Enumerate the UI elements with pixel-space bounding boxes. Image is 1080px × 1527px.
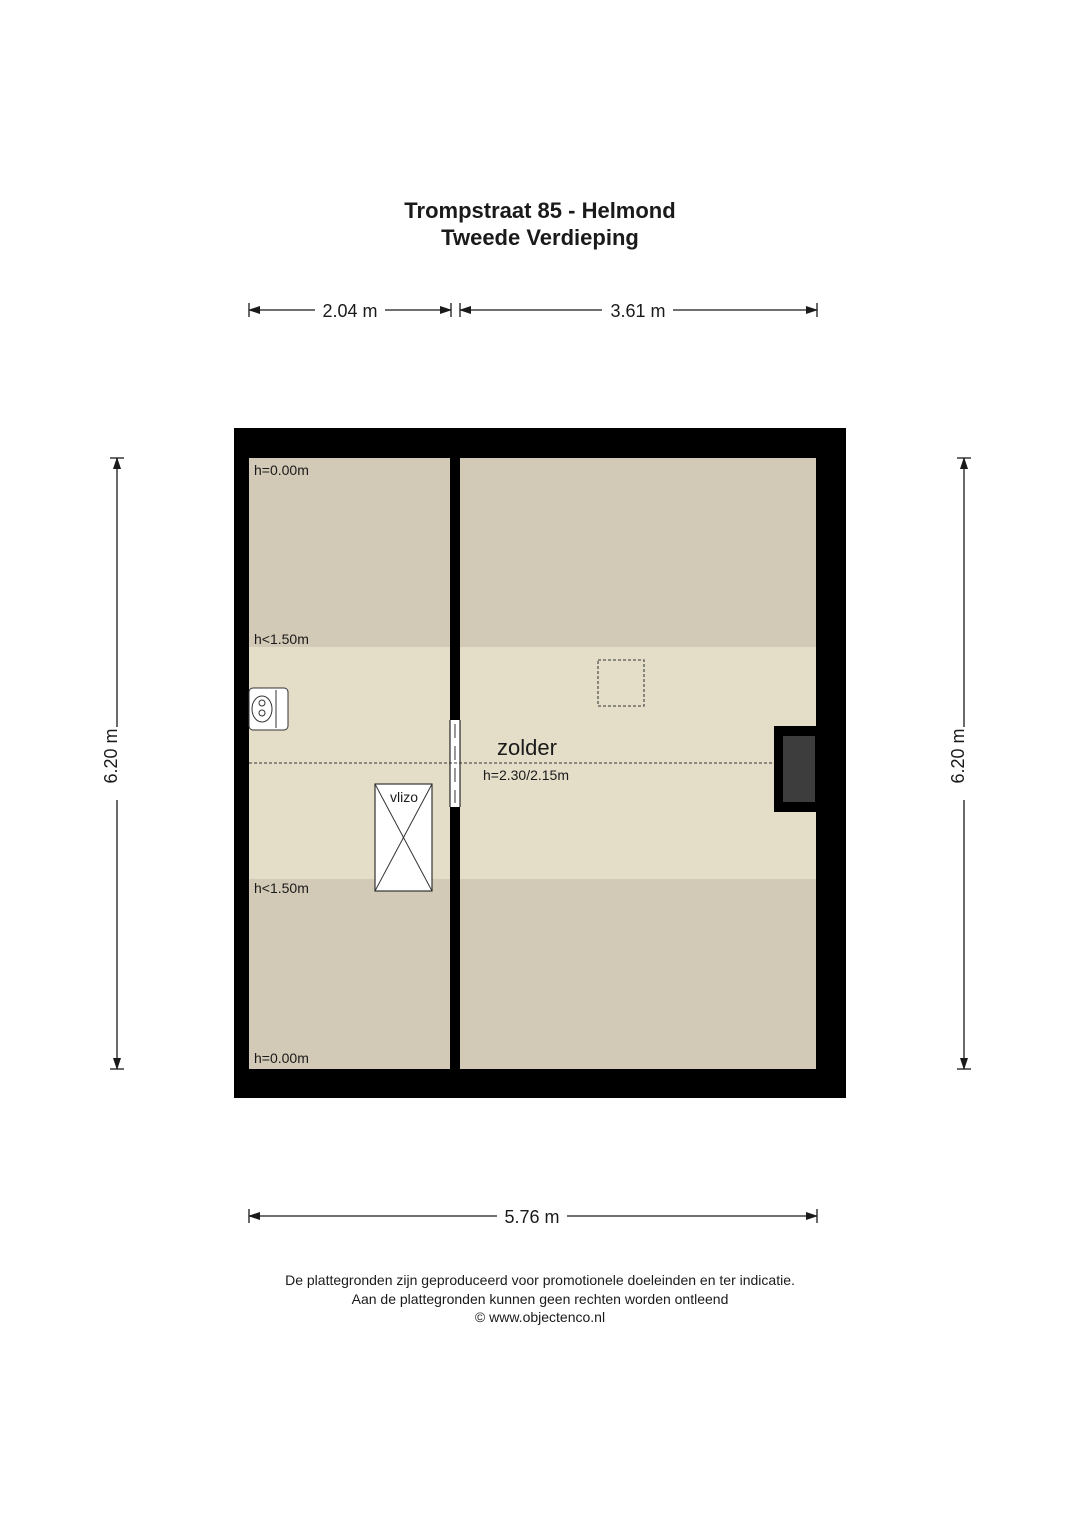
room-height: h=2.30/2.15m <box>483 767 570 783</box>
dimension-top-right <box>460 301 817 321</box>
toilet-icon <box>249 688 288 730</box>
floor-low-bottom-left <box>249 879 450 1069</box>
plan-title: Trompstraat 85 - Helmond <box>404 198 676 223</box>
room-name: zolder <box>497 735 557 760</box>
height-label-bottom: h=0.00m <box>254 1050 309 1066</box>
disclaimer-line-2: Aan de plattegronden kunnen geen rechten worden ontleend <box>351 1291 729 1307</box>
dimension-label: 5.76 m <box>504 1207 560 1227</box>
dimension-label: 3.61 m <box>610 301 666 321</box>
disclaimer-line-1: De plattegronden zijn geproduceerd voor promotionele doeleinden en ter indicatie. <box>285 1272 795 1288</box>
dimension-label: 6.20 m <box>101 728 121 784</box>
copyright: © www.objectenco.nl <box>474 1309 606 1325</box>
height-label-upper: h<1.50m <box>254 631 309 647</box>
dimension-label: 6.20 m <box>948 728 968 784</box>
chimney-icon <box>774 726 816 812</box>
floor-low-top-left <box>249 458 450 647</box>
hatch-label: vlizo <box>390 789 419 805</box>
floor-low-bottom-right <box>460 879 816 1069</box>
floor-low-top-right <box>460 458 816 647</box>
dimension-left <box>101 458 124 1069</box>
dimension-bottom <box>249 1207 817 1227</box>
dimension-label: 2.04 m <box>322 301 378 321</box>
height-label-lower: h<1.50m <box>254 880 309 896</box>
height-label-top: h=0.00m <box>254 462 309 478</box>
plan-subtitle: Tweede Verdieping <box>441 225 639 250</box>
dimension-top-left <box>249 301 451 321</box>
dimension-right <box>948 458 971 1069</box>
floor-high-right <box>460 647 816 879</box>
